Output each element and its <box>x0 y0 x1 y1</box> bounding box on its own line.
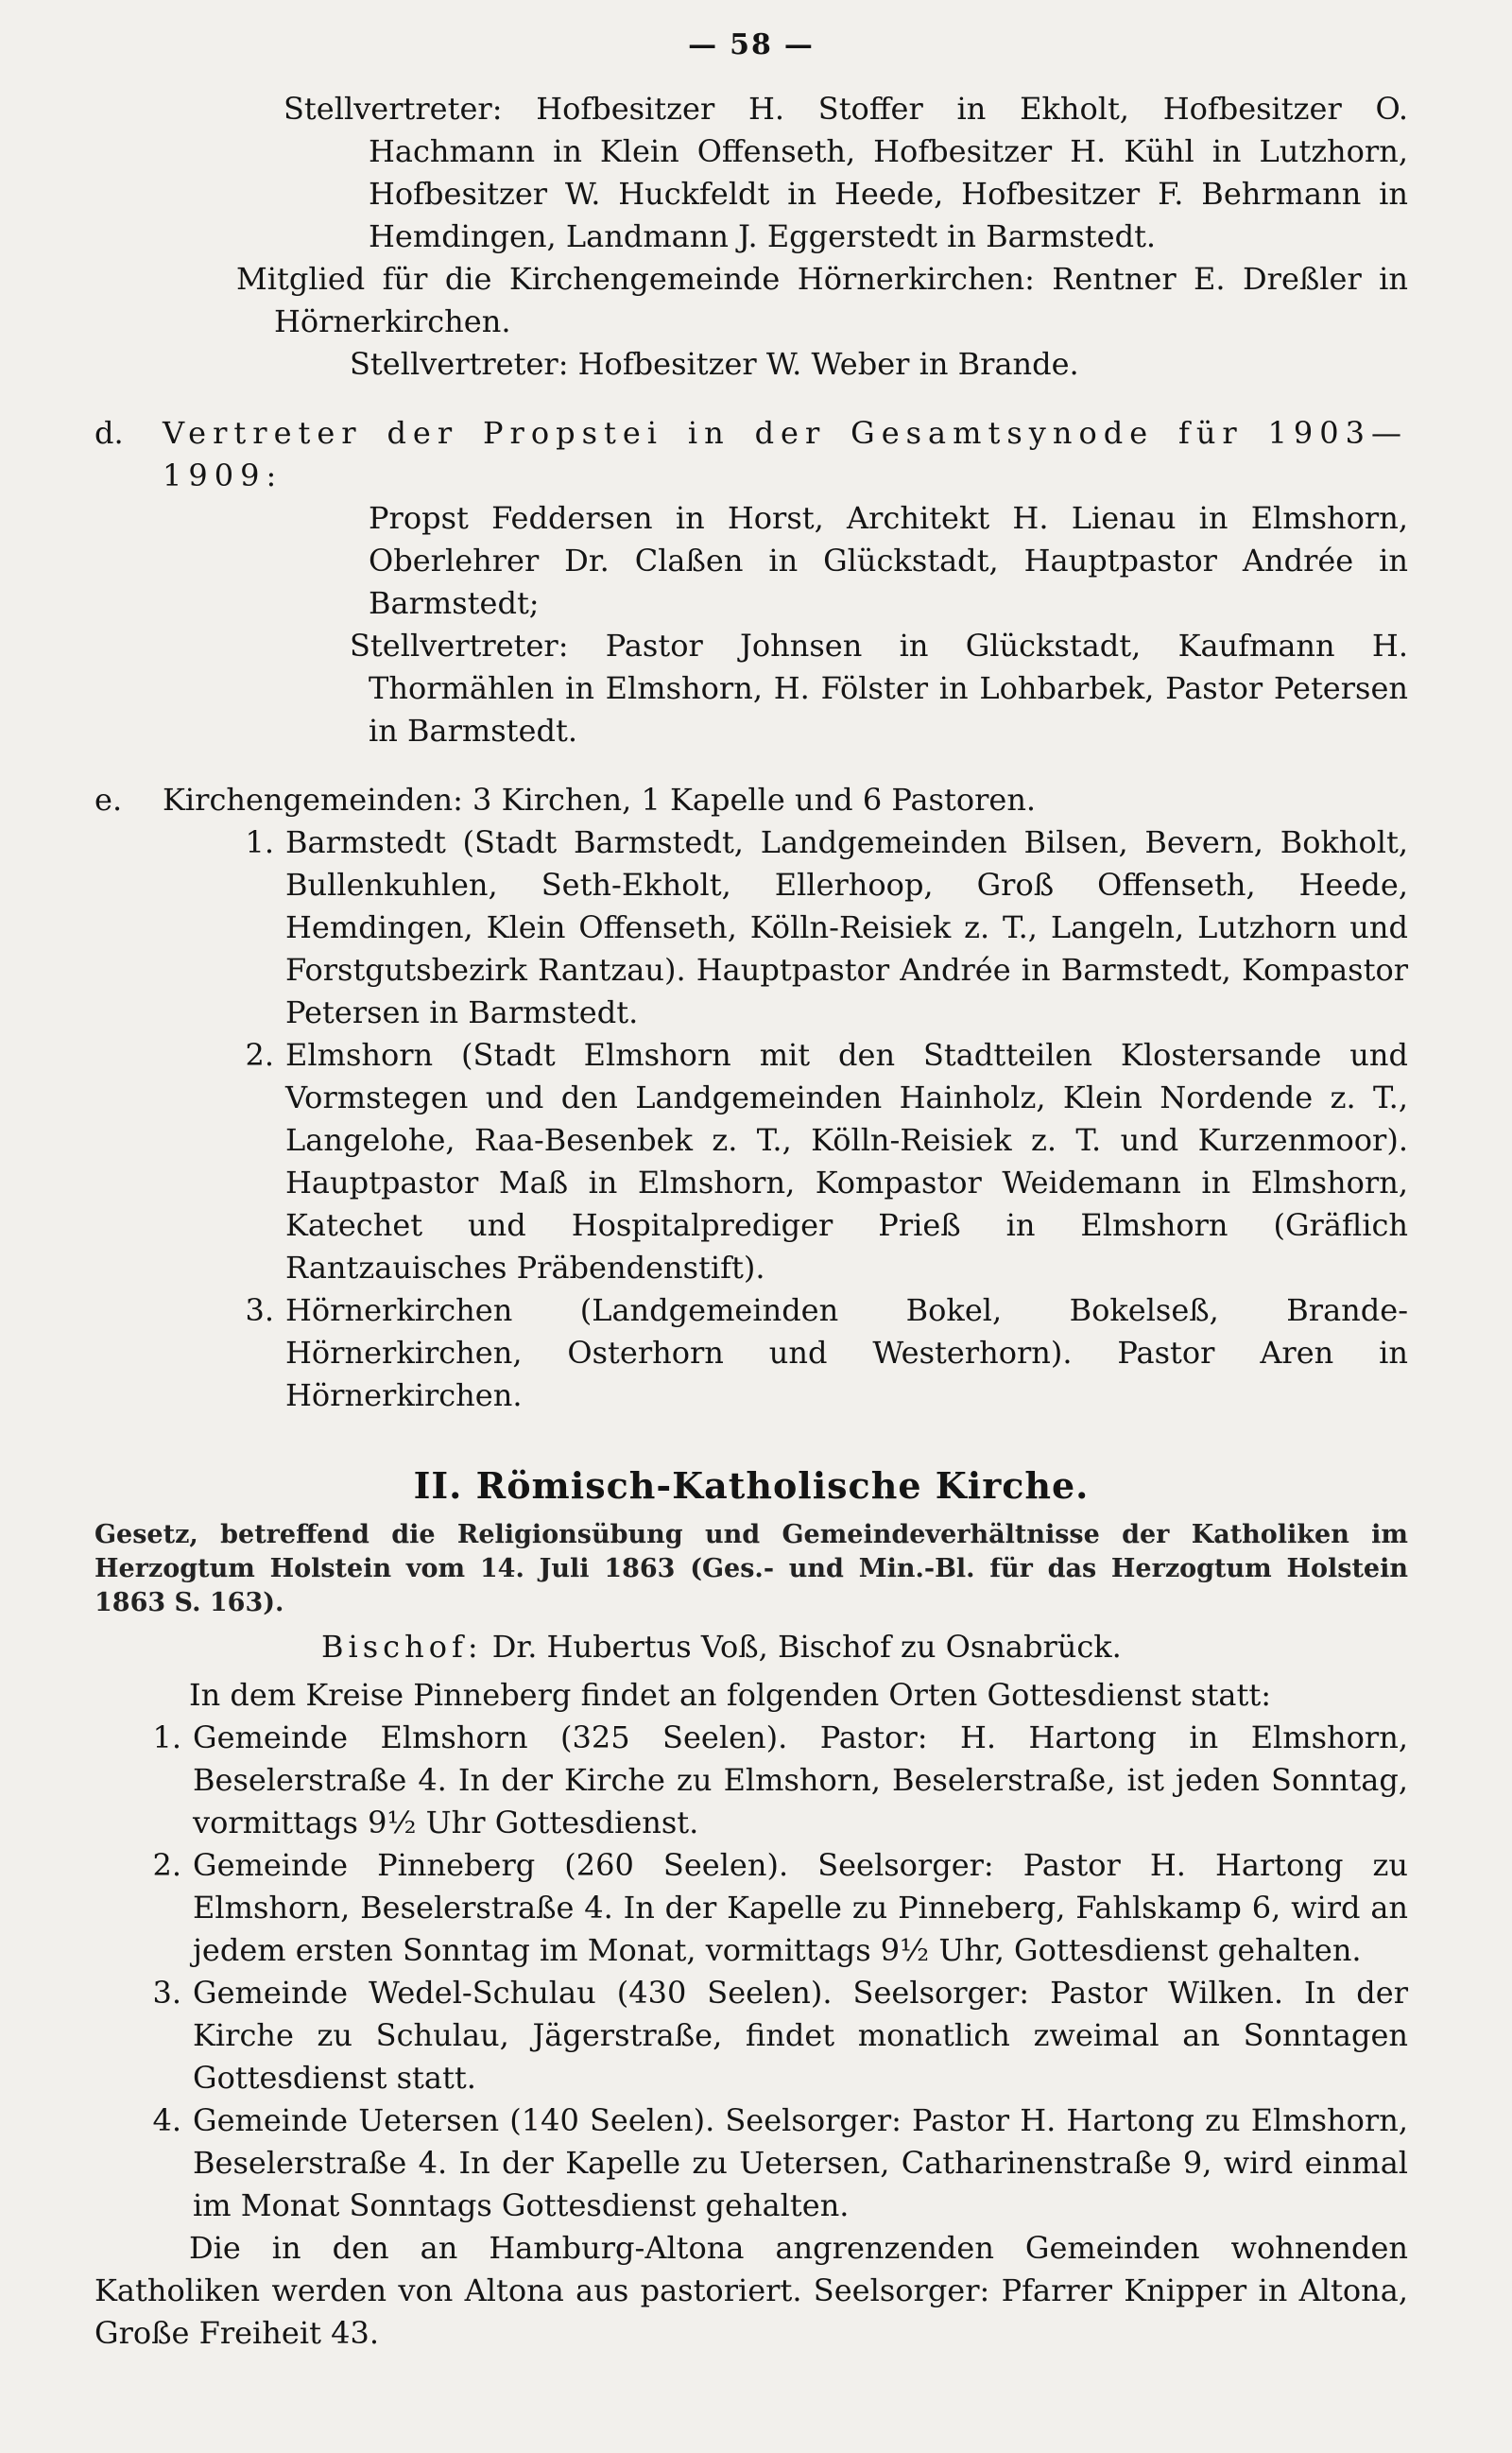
section-d-body-2: Stellvertreter: Pastor Johnsen in Glückstadt, Kaufmann H. Thormählen in Elmshorn, H. Fölster in Lohbarbek, Pastor Petersen in Barmstedt. <box>350 628 1408 749</box>
bishop-line <box>94 1626 1408 1668</box>
stellvertreter-paragraph: Stellvertreter: Hofbesitzer H. Stoffer in Ekholt, Hofbesitzer O. Hachmann in Klein Offenseth, Hofbesitzer H. Kühl in Lutzhorn, Hofbesitzer W. Huckfeldt in Heede, Hofbesitzer F. Behrmann in Hemdingen, Landmann J. Eggerstedt in Barmstedt. <box>284 91 1408 254</box>
list-item: 3. Gemeinde Wedel-Schulau (430 Seelen). Seelsorger: Pastor Wilken. In der Kirche zu Schulau, Jägerstraße, findet monatlich zweimal an Sonntagen Gottesdienst statt. <box>152 1975 1408 2096</box>
section-d-heading: Vertreter der Propstei in der Gesamtsynode für 1903—1909: <box>163 415 1408 493</box>
mitglied-paragraph: Mitglied für die Kirchengemeinde Hörnerkirchen: Rentner E. Dreßler in Hörnerkirchen. <box>236 261 1408 339</box>
list-item: 1. Gemeinde Elmshorn (325 Seelen). Pastor: H. Hartong in Elmshorn, Beselerstraße 4. In der Kirche zu Elmshorn, Beselerstraße, ist jeden Sonntag, vormittags 9½ Uhr Gottesdienst. <box>152 1719 1408 1840</box>
section-ii-heading: II. Römisch-Katholische Kirche. <box>413 1464 1090 1507</box>
stellvertreter-paragraph-2: Stellvertreter: Hofbesitzer W. Weber in Brande. <box>350 346 1079 382</box>
section-e-heading: Kirchengemeinden: 3 Kirchen, 1 Kapelle und 6 Pastoren. <box>163 782 1037 818</box>
list-item: 3. Hörnerkirchen (Landgemeinden Bokel, Bokelseß, Brande-Hörnerkirchen, Osterhorn und Westerhorn). Pastor Aren in Hörnerkirchen. <box>245 1292 1408 1413</box>
closing-paragraph: Die in den an Hamburg-Altona angrenzenden Gemeinden wohnenden Katholiken werden von Altona aus pastoriert. Seelsorger: Pfarrer Knipper in Altona, Große Freiheit 43. <box>94 2230 1408 2351</box>
page-number: — 58 — <box>688 28 815 61</box>
section-e <box>94 779 1408 1417</box>
bishop-name: Dr. Hubertus Voß, Bischof zu Osnabrück. <box>491 1629 1122 1665</box>
bishop-label: Bischof: <box>321 1629 483 1665</box>
section-d-body-1: Propst Feddersen in Horst, Architekt H. Lienau in Elmshorn, Oberlehrer Dr. Claßen in Glückstadt, Hauptpastor Andrée in Barmstedt; <box>369 500 1408 621</box>
list-item: 4. Gemeinde Uetersen (140 Seelen). Seelsorger: Pastor H. Hartong zu Elmshorn, Beselerstraße 4. In der Kapelle zu Uetersen, Catharinenstraße 9, wird einmal im Monat Sonntags Gottesdienst gehalten. <box>152 2102 1408 2223</box>
law-reference: Gesetz, betreffend die Religionsübung und Gemeindeverhältnisse der Katholiken im Herzogtum Holstein vom 14. Juli 1863 (Ges.- und Min.-Bl. für das Herzogtum Holstein 1863 S. 163). <box>94 1520 1408 1617</box>
section-d-letter: d. <box>94 415 124 451</box>
section-e-list <box>94 821 1408 1417</box>
list-item: 2. Elmshorn (Stadt Elmshorn mit den Stadtteilen Klostersande und Vormstegen und den Landgemeinden Hainholz, Klein Nordende z. T., Langelohe, Raa-Besenbek z. T., Kölln-Reisiek z. T. und Kurzenmoor). Hauptpastor Maß in Elmshorn, Kompastor Weidemann in Elmshorn, Katechet und Hospitalprediger Prieß in Elmshorn (Gräflich Rantzauisches Präbendenstift). <box>245 1037 1408 1286</box>
section-e-letter: e. <box>94 782 123 818</box>
list-item: 1. Barmstedt (Stadt Barmstedt, Landgemeinden Bilsen, Bevern, Bokholt, Bullenkuhlen, Seth-Ekholt, Ellerhoop, Groß Offenseth, Heede, Hemdingen, Klein Offenseth, Kölln-Reisiek z. T., Langeln, Lutzhorn und Forstgutsbezirk Rantzau). Hauptpastor Andrée in Barmstedt, Kompastor Petersen in Barmstedt. <box>245 824 1408 1030</box>
catholic-list <box>94 1717 1408 2227</box>
intro-line: In dem Kreise Pinneberg findet an folgenden Orten Gottesdienst statt: <box>189 1677 1271 1713</box>
section-d <box>94 412 1408 752</box>
list-item: 2. Gemeinde Pinneberg (260 Seelen). Seelsorger: Pastor H. Hartong zu Elmshorn, Beselerstraße 4. In der Kapelle zu Pinneberg, Fahlskamp 6, wird an jedem ersten Sonntag im Monat, vormittags 9½ Uhr, Gottesdienst gehalten. <box>152 1847 1408 1968</box>
